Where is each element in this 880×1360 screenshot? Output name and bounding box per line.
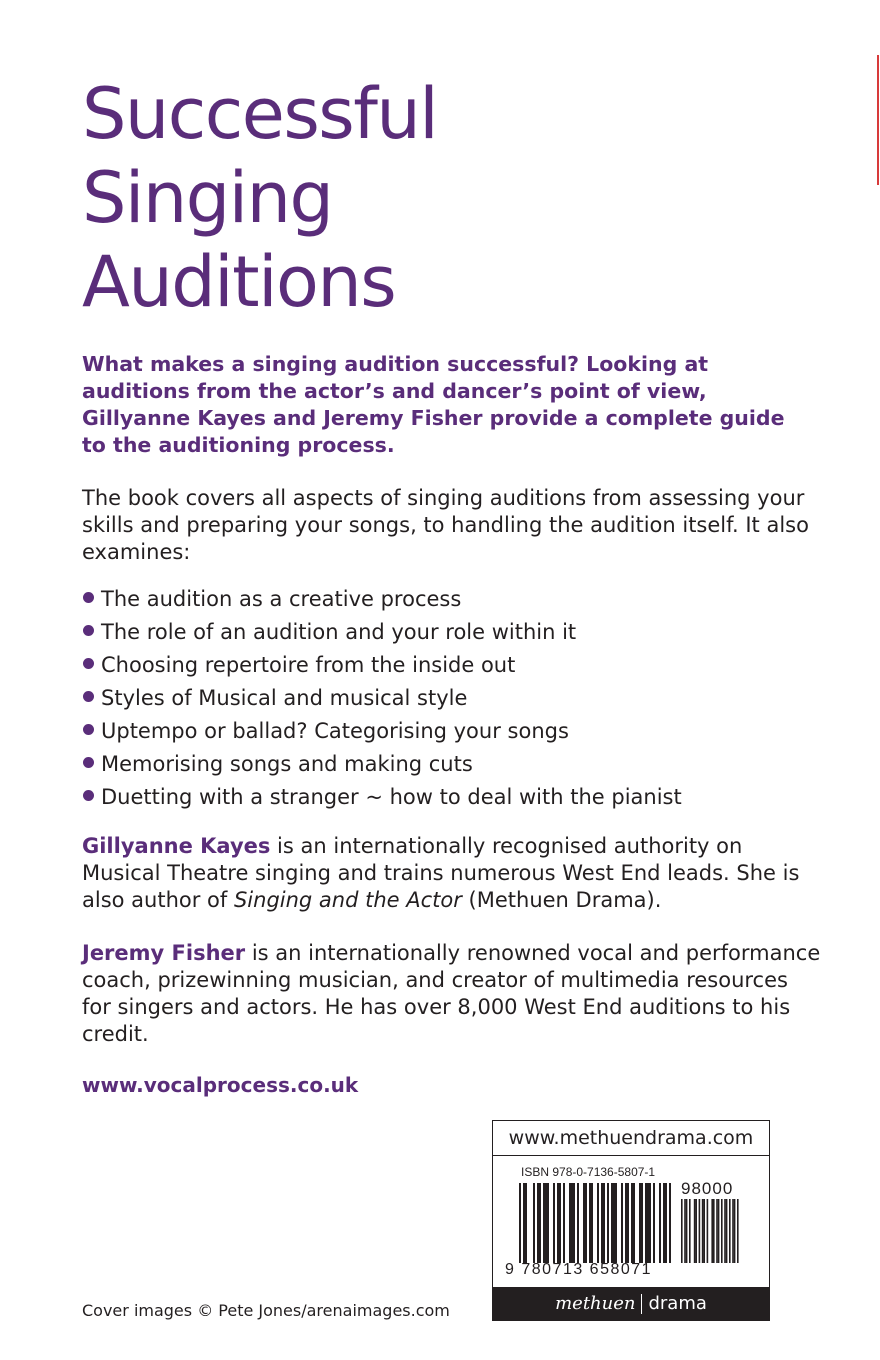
barcode-bar	[589, 1183, 591, 1263]
bullet-icon	[83, 790, 94, 801]
barcode-bar	[559, 1183, 561, 1263]
barcode-bar	[695, 1199, 697, 1263]
barcode-bar	[631, 1183, 633, 1263]
barcode-bar	[537, 1183, 539, 1263]
barcode-bar	[726, 1199, 728, 1263]
title-line: Successful	[82, 73, 438, 155]
title-line: Auditions	[82, 241, 396, 323]
list-item-text: Memorising songs and making cuts	[101, 752, 473, 776]
barcode-bar	[689, 1199, 691, 1263]
barcode-bar	[694, 1199, 696, 1263]
barcode-bar	[649, 1183, 651, 1263]
barcode-bar	[557, 1183, 559, 1263]
bullet-icon	[83, 724, 94, 735]
barcode-bar	[577, 1183, 579, 1263]
barcode-bar	[591, 1183, 593, 1263]
barcode-bar	[665, 1183, 667, 1263]
barcode-bar	[659, 1183, 661, 1263]
bullet-icon	[83, 592, 94, 603]
barcode-bar	[627, 1183, 629, 1263]
barcode-bar	[543, 1183, 545, 1263]
barcode-bar	[653, 1183, 655, 1263]
publisher-logo	[493, 1287, 769, 1320]
list-item-text: Duetting with a stranger ~ how to deal with the pianist	[101, 785, 682, 809]
list-item	[82, 584, 682, 617]
barcode-bar	[625, 1183, 627, 1263]
list-item	[82, 716, 682, 749]
barcode-bar	[523, 1183, 525, 1263]
bullet-icon	[83, 625, 94, 636]
barcode-bar	[669, 1183, 671, 1263]
book-reference: Singing and the Actor	[233, 888, 462, 912]
barcode-bar	[613, 1183, 615, 1263]
barcode-bar	[519, 1183, 521, 1263]
barcode-bar	[647, 1183, 649, 1263]
barcode-bar	[713, 1199, 715, 1263]
barcode-bar	[621, 1183, 623, 1263]
barcode-bar	[716, 1199, 718, 1263]
barcode-bar	[583, 1183, 585, 1263]
barcode-bar	[569, 1183, 571, 1263]
image-credit: Cover images © Pete Jones/arenaimages.com	[82, 1301, 450, 1320]
barcode-bar	[703, 1199, 705, 1263]
barcode-bar	[597, 1183, 599, 1263]
barcode-bar	[734, 1199, 736, 1263]
list-item	[82, 650, 682, 683]
publisher-website: www.methuendrama.com	[493, 1121, 769, 1156]
edge-color-mark	[877, 55, 879, 185]
intro-blurb: What makes a singing audition successful? Looking at auditions from the actor’s and dancer’s point of view, Gillyanne Kayes and Jeremy Fisher provide a complete guide to the auditioning process.	[82, 352, 785, 457]
author-bio-text: is an internationally recognised authority on Musical Theatre singing and trains numerous West End leads. She is also author of	[82, 834, 800, 912]
price-code: 98000	[681, 1179, 734, 1198]
barcode-bar	[611, 1183, 613, 1263]
barcode-bar	[525, 1183, 527, 1263]
barcode-bar	[699, 1199, 701, 1263]
list-item	[82, 782, 682, 815]
author-name: Jeremy Fisher	[82, 941, 246, 965]
overview-paragraph: The book covers all aspects of singing auditions from assessing your skills and preparing your songs, to handling the audition itself. It also examines:	[82, 486, 809, 564]
barcode-bar	[573, 1183, 575, 1263]
barcode-box	[492, 1120, 770, 1321]
list-item	[82, 749, 682, 782]
author-bio-fisher	[82, 940, 822, 1048]
list-item-text: The audition as a creative process	[101, 587, 462, 611]
list-item-text: The role of an audition and your role within it	[101, 620, 577, 644]
bullet-icon	[83, 757, 94, 768]
barcode-bar	[645, 1183, 647, 1263]
barcode-bar	[633, 1183, 635, 1263]
barcode-bar	[585, 1183, 587, 1263]
logo-word: methuen	[555, 1293, 636, 1314]
barcode-bar	[718, 1199, 720, 1263]
ean-digits: 9 780713 658071	[505, 1261, 653, 1278]
barcode-bar	[607, 1183, 609, 1263]
bullet-icon	[83, 658, 94, 669]
barcode-bar	[707, 1199, 709, 1263]
barcode-bar	[539, 1183, 541, 1263]
barcode-bar	[547, 1183, 549, 1263]
barcode-bar	[732, 1199, 734, 1263]
barcode-bar	[571, 1183, 573, 1263]
barcode-bar	[641, 1183, 643, 1263]
barcode-bar	[563, 1183, 565, 1263]
barcode-bar	[721, 1199, 723, 1263]
author-name: Gillyanne Kayes	[82, 834, 271, 858]
barcode-bar	[681, 1199, 683, 1263]
title-line: Singing	[82, 157, 333, 239]
author-bio-kayes	[82, 833, 822, 914]
barcode-bar	[684, 1199, 686, 1263]
author-bio-text: (Methuen Drama).	[461, 888, 662, 912]
list-item-text: Choosing repertoire from the inside out	[101, 653, 516, 677]
author-bio-text: is an internationally renowned vocal and performance coach, prizewinning musician, and creator of multimedia resources for singers and actors. He has over 8,000 West End auditions to his credit.	[82, 941, 821, 1046]
barcode-bar	[603, 1183, 605, 1263]
barcode-bar	[601, 1183, 603, 1263]
barcode-bar	[729, 1199, 731, 1263]
list-item-text: Uptempo or ballad? Categorising your songs	[101, 719, 569, 743]
barcode-bar	[711, 1199, 713, 1263]
topic-list	[82, 584, 682, 815]
barcode-bar	[545, 1183, 547, 1263]
logo-divider	[641, 1294, 642, 1314]
website-link[interactable]: www.vocalprocess.co.uk	[82, 1073, 359, 1097]
barcode-bar	[686, 1199, 688, 1263]
isbn-number: ISBN 978-0-7136-5807-1	[521, 1165, 656, 1179]
barcode-bar	[737, 1199, 739, 1263]
list-item	[82, 683, 682, 716]
barcode-bar	[663, 1183, 665, 1263]
barcode-bar	[724, 1199, 726, 1263]
book-title	[82, 72, 437, 324]
list-item	[82, 617, 682, 650]
list-item-text: Styles of Musical and musical style	[101, 686, 468, 710]
barcode-bar	[702, 1199, 704, 1263]
barcode-bar	[553, 1183, 555, 1263]
barcode-bar	[615, 1183, 617, 1263]
logo-word: drama	[648, 1293, 707, 1314]
bullet-icon	[83, 691, 94, 702]
barcode-bar	[533, 1183, 535, 1263]
barcode-bar	[639, 1183, 641, 1263]
